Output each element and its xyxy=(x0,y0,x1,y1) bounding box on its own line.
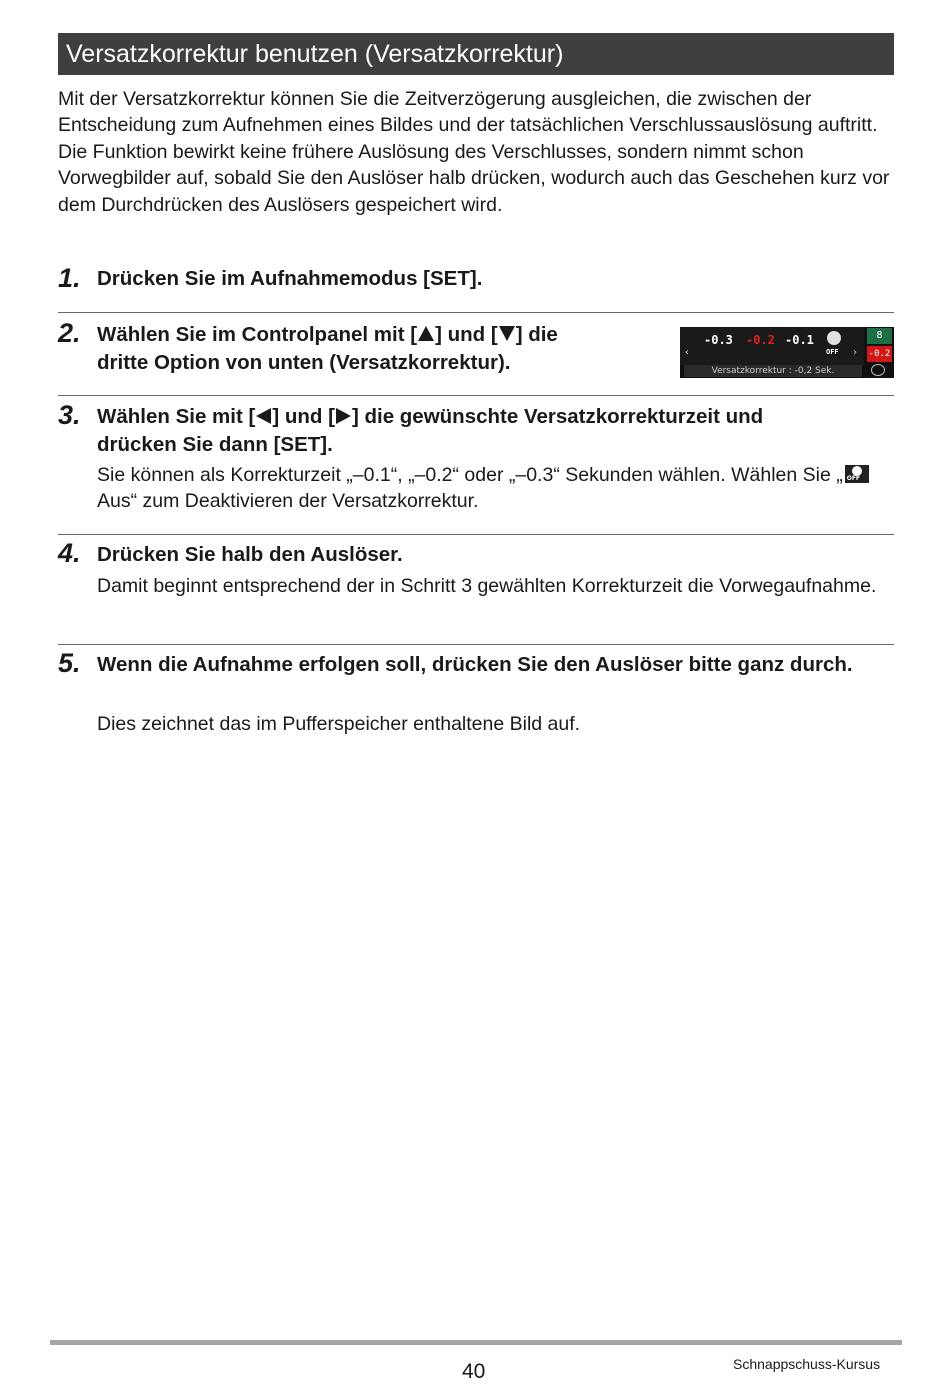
option-minus-0-2: -0.2 xyxy=(746,333,775,347)
step-4-title: Drücken Sie halb den Auslöser. xyxy=(97,543,403,566)
step-1-title: Drücken Sie im Aufnahmemodus [SET]. xyxy=(97,267,483,290)
divider xyxy=(58,395,894,396)
divider xyxy=(58,312,894,313)
self-timer-off-icon: OFF xyxy=(845,465,869,483)
step-3-number: 3. xyxy=(58,400,81,430)
step-4-text: Damit beginnt entsprechend der in Schritt 3 gewählten Korrekturzeit die Vorwegaufnahme. xyxy=(97,575,877,597)
right-arrow-icon xyxy=(336,408,351,424)
up-arrow-icon xyxy=(418,326,434,341)
step-3-title: Wählen Sie mit [ ] und [ ] die gewünschte Versatzkorrekturzeit und drücken Sie dann [SET]. xyxy=(97,405,764,456)
divider xyxy=(58,644,894,645)
step-2-title: Wählen Sie im Controlpanel mit [ ] und [ ] die dritte Option von unten (Versatzkorrektur). xyxy=(97,323,558,374)
intro-paragraph: Mit der Versatzkorrektur können Sie die Zeitverzögerung ausgleichen, die zwischen der Entscheidung zum Aufnehmen eines Bildes und der tatsächlichen Verschlussauslösung auftritt. Die Funktion bewirkt keine frühere Auslösung des Verschlusses, sondern nimmt schon Vorwegbilder auf, sobald Sie den Auslöser halb drücken, wodurch auch das Geschehen kurz vor dem Durchdrücken des Auslösers gespeichert wird. xyxy=(58,88,890,216)
left-arrow-icon: ‹ xyxy=(684,347,691,358)
panel-caption: Versatzkorrektur : -0,2 Sek. xyxy=(684,365,862,377)
step-3-text: Sie können als Korrekturzeit „–0.1“, „–0.2“ oder „–0.3“ Sekunden wählen. Wählen Sie „ OFF Aus“ zum Deaktivieren der Versatzkorrektur. xyxy=(97,462,897,515)
section-name: Schnappschuss-Kursus xyxy=(733,1356,881,1372)
side-count-badge: 8 xyxy=(867,328,892,344)
step-2-number: 2. xyxy=(58,318,81,348)
footer-divider xyxy=(50,1340,902,1345)
right-arrow-icon: › xyxy=(852,347,859,358)
step-5-text: Dies zeichnet das im Pufferspeicher enthaltene Bild auf. xyxy=(97,713,581,735)
step-1-number: 1. xyxy=(58,263,81,293)
side-dial-icon xyxy=(871,364,885,376)
option-minus-0-1: -0.1 xyxy=(785,333,814,347)
option-minus-0-3: -0.3 xyxy=(704,333,733,347)
correction-options-row xyxy=(680,327,864,365)
divider xyxy=(58,534,894,535)
step-4-number: 4. xyxy=(58,538,81,568)
camera-control-panel-screenshot xyxy=(680,327,894,378)
step-5-title: Wenn die Aufnahme erfolgen soll, drücken Sie den Auslöser bitte ganz durch. xyxy=(97,653,853,676)
side-correction-badge: -0.2 xyxy=(867,346,892,362)
step-5-number: 5. xyxy=(58,648,81,678)
timer-off-icon xyxy=(827,331,841,345)
section-title: Versatzkorrektur benutzen (Versatzkorrektur) xyxy=(58,33,894,75)
left-arrow-icon xyxy=(256,408,271,424)
off-label: OFF xyxy=(826,348,839,356)
page-number: 40 xyxy=(462,1360,486,1383)
down-arrow-icon xyxy=(499,326,515,341)
